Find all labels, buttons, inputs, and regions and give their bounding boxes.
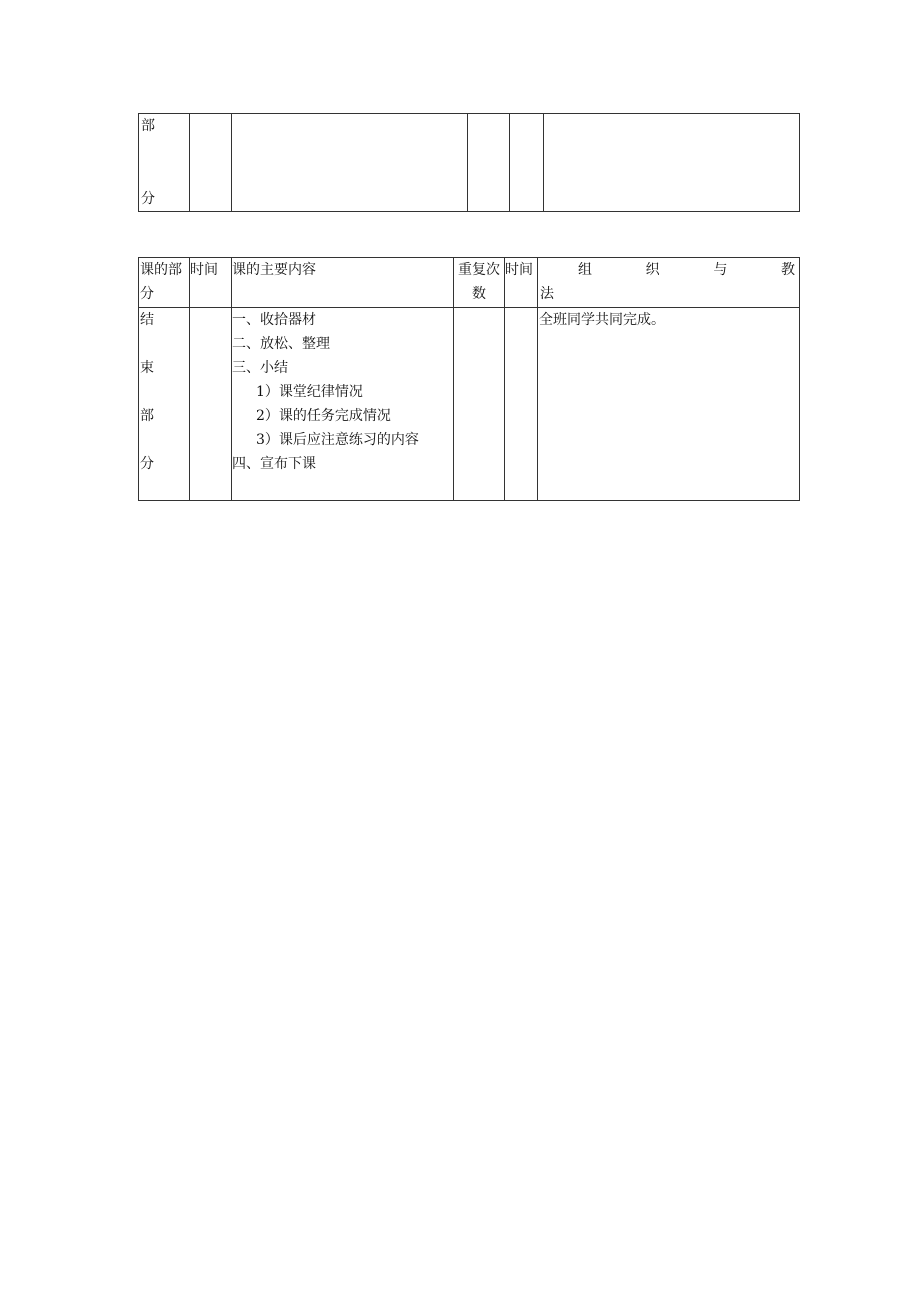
header-org-char-3: 与: [713, 262, 728, 278]
row-content: [232, 308, 454, 501]
top-table: [138, 113, 800, 212]
header-org-last: 法: [540, 286, 554, 302]
content-line-4: 1）课堂纪律情况: [256, 384, 363, 400]
top-time-cell: [190, 114, 232, 212]
header-repeat-line-2: 数: [472, 286, 486, 302]
header-organization: [538, 258, 800, 308]
content-line-5: 2）课的任务完成情况: [256, 408, 391, 424]
content-line-6: 3）课后应注意练习的内容: [256, 432, 419, 448]
row-repeat: [454, 308, 505, 501]
top-time2-cell: [510, 114, 544, 212]
header-time: 时间: [190, 258, 232, 308]
top-table-row: [139, 114, 800, 212]
content-line-1: 一、收拾器材: [232, 312, 316, 328]
header-part-line-1: 课的部: [140, 262, 182, 278]
top-part-cell: [139, 114, 190, 212]
top-content-cell: [232, 114, 468, 212]
header-row: [139, 258, 800, 308]
header-repeat: [454, 258, 505, 308]
content-line-3: 三、小结: [232, 360, 288, 376]
top-part-char-1: 部: [141, 118, 155, 134]
row-part: [139, 308, 190, 501]
row-part-char-1: 结: [140, 312, 154, 328]
row-time-2: [505, 308, 538, 501]
table-row: [139, 308, 800, 501]
top-repeat-cell: [468, 114, 510, 212]
top-part-char-2: 分: [141, 191, 155, 207]
row-part-char-3: 部: [140, 408, 154, 424]
header-part-line-2: 分: [140, 286, 154, 302]
row-time: [190, 308, 232, 501]
lesson-table: [138, 257, 800, 501]
header-repeat-line-1: 重复次: [458, 262, 500, 278]
row-part-char-4: 分: [140, 456, 154, 472]
content-line-2: 二、放松、整理: [232, 336, 330, 352]
header-org-char-1: 组: [578, 262, 592, 278]
header-org-char-2: 织: [645, 262, 660, 278]
header-org-char-4: 教: [780, 262, 795, 278]
row-organization: 全班同学共同完成。: [538, 308, 800, 501]
row-part-char-2: 束: [140, 360, 154, 376]
top-org-cell: [544, 114, 800, 212]
content-line-7: 四、宣布下课: [232, 456, 316, 472]
header-time-2: 时间: [505, 258, 538, 308]
header-part: [139, 258, 190, 308]
header-content: 课的主要内容: [232, 258, 454, 308]
header-org-chars: [538, 258, 799, 282]
